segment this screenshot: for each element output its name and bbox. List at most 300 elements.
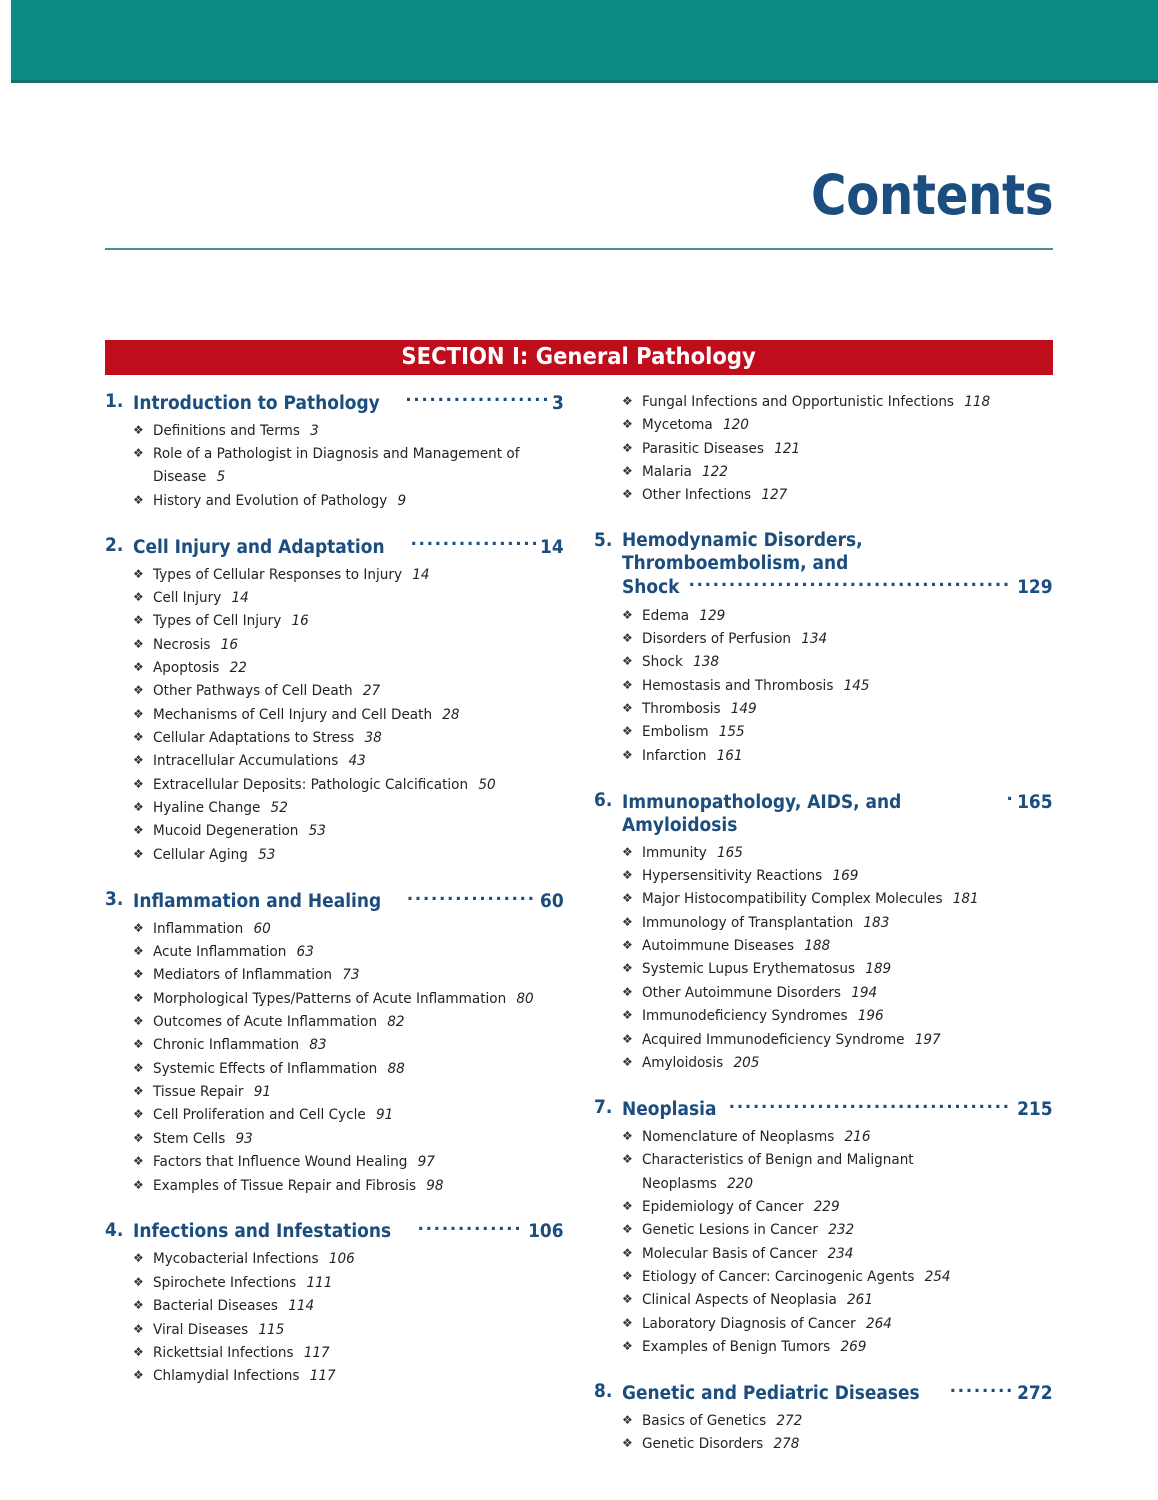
- toc-sub-entry[interactable]: [594, 650, 1053, 673]
- toc-sub-entry-label: Outcomes of Acute Inflammation 82: [153, 1013, 405, 1031]
- toc-sub-entry[interactable]: [594, 1312, 1053, 1335]
- toc-chapter-page: 272: [1017, 1382, 1053, 1404]
- toc-sub-entry-page: 189: [865, 960, 892, 978]
- toc-sub-entry-page: 155: [718, 723, 745, 741]
- toc-chapter: [105, 534, 564, 866]
- toc-sub-entry[interactable]: [105, 1247, 564, 1270]
- toc-sub-entry-label: Chronic Inflammation 83: [153, 1036, 327, 1054]
- toc-sub-entry-page: 183: [863, 913, 890, 931]
- toc-sub-entry[interactable]: [105, 1033, 564, 1056]
- toc-chapter-heading[interactable]: [105, 888, 564, 913]
- diamond-bullet-icon: ❖: [622, 1245, 633, 1260]
- diamond-bullet-icon: ❖: [622, 1128, 633, 1143]
- toc-sub-entry-label: Viral Diseases 115: [153, 1320, 285, 1338]
- toc-sub-entry-label: Mechanisms of Cell Injury and Cell Death 28: [153, 705, 460, 723]
- diamond-bullet-icon: ❖: [622, 487, 633, 502]
- toc-sub-entry[interactable]: [105, 1150, 564, 1173]
- toc-sub-entry-label: Intracellular Accumulations 43: [153, 752, 366, 770]
- toc-sub-entry-label: Definitions and Terms 3: [153, 421, 319, 439]
- toc-sub-entry-page: 53: [258, 845, 276, 863]
- toc-sub-entry-label: Nomenclature of Neoplasms 216: [642, 1127, 871, 1145]
- toc-sub-entry-label: Mycetoma 120: [642, 416, 749, 434]
- diamond-bullet-icon: ❖: [622, 1268, 633, 1283]
- toc-chapter-heading[interactable]: [105, 390, 564, 415]
- toc-sub-entry[interactable]: [105, 1341, 564, 1364]
- diamond-bullet-icon: ❖: [133, 846, 144, 861]
- toc-chapter: [594, 1380, 1053, 1455]
- toc-sub-entry-label: Parasitic Diseases 121: [642, 439, 801, 457]
- diamond-bullet-icon: ❖: [622, 417, 633, 432]
- diamond-bullet-icon: ❖: [622, 1031, 633, 1046]
- diamond-bullet-icon: ❖: [133, 967, 144, 982]
- toc-sub-entry-label: Examples of Tissue Repair and Fibrosis 98: [153, 1176, 444, 1194]
- diamond-bullet-icon: ❖: [622, 914, 633, 929]
- toc-sub-entry[interactable]: [594, 413, 1053, 436]
- toc-chapter: [105, 390, 564, 512]
- diamond-bullet-icon: ❖: [622, 394, 633, 408]
- toc-sub-entry-page: 232: [828, 1221, 855, 1239]
- toc-sub-entry-label: Etiology of Cancer: Carcinogenic Agents 254: [642, 1267, 951, 1285]
- toc-chapter-titleblock: [622, 1380, 1053, 1405]
- toc-sub-entry-page: 98: [426, 1176, 444, 1194]
- toc-sub-entry-label: Immunodeficiency Syndromes 196: [642, 1007, 884, 1025]
- toc-sub-entry[interactable]: [105, 1271, 564, 1294]
- toc-sub-entry-page: 134: [801, 629, 828, 647]
- toc-chapter-titleblock: [133, 534, 564, 559]
- toc-sub-entry[interactable]: [594, 1028, 1053, 1051]
- diamond-bullet-icon: ❖: [133, 1060, 144, 1075]
- toc-sub-entry[interactable]: [594, 1004, 1053, 1027]
- toc-sub-entry-page: 145: [843, 676, 870, 694]
- toc-sub-entry[interactable]: [594, 911, 1053, 934]
- toc-sub-entry[interactable]: [105, 987, 564, 1010]
- diamond-bullet-icon: ❖: [133, 800, 144, 815]
- toc-sub-entry[interactable]: [105, 963, 564, 986]
- toc-sub-entry[interactable]: [594, 864, 1053, 887]
- toc-sub-entry-page: 194: [851, 983, 878, 1001]
- diamond-bullet-icon: ❖: [133, 660, 144, 674]
- toc-sub-entry-label: Embolism 155: [642, 723, 745, 741]
- toc-sub-entry-page: 106: [328, 1250, 355, 1268]
- toc-chapter-number: 5.: [594, 529, 613, 551]
- toc-chapter-title-cont: Shock: [622, 577, 680, 599]
- toc-sub-entry[interactable]: [594, 1242, 1053, 1265]
- toc-chapter-titleblock: [133, 888, 564, 913]
- toc-sub-entry-page: 82: [387, 1013, 405, 1031]
- toc-sub-entry-page: 229: [813, 1197, 840, 1215]
- toc-sub-entry[interactable]: [105, 703, 564, 726]
- diamond-bullet-icon: ❖: [622, 1436, 633, 1451]
- toc-sub-entry[interactable]: [105, 940, 564, 963]
- toc-sub-entry[interactable]: [105, 563, 564, 586]
- toc-sub-entry-page: 121: [774, 439, 801, 457]
- toc-sub-entry-page: 272: [776, 1411, 803, 1429]
- toc-sub-entry-label: Other Infections 127: [642, 486, 788, 504]
- toc-sub-entry-label: Mucoid Degeneration 53: [153, 822, 326, 840]
- toc-chapter-number: 4.: [105, 1219, 124, 1241]
- toc-sub-entry-page: 14: [231, 588, 249, 606]
- toc-sub-entry-label: Cellular Aging 53: [153, 845, 276, 863]
- toc-sub-entry-page: 117: [309, 1367, 336, 1385]
- diamond-bullet-icon: ❖: [622, 464, 633, 479]
- toc-sub-entry[interactable]: [105, 1318, 564, 1341]
- toc-sub-entry[interactable]: [105, 819, 564, 842]
- toc-sub-entry[interactable]: [594, 934, 1053, 957]
- toc-sub-entry[interactable]: [105, 843, 564, 866]
- toc-sub-entry-page: 188: [804, 937, 831, 955]
- toc-columns: [105, 390, 1053, 1456]
- toc-sub-entry-page: 28: [442, 705, 460, 723]
- toc-chapter: [105, 888, 564, 1197]
- toc-sub-entry[interactable]: [594, 697, 1053, 720]
- page-title-wrap: [105, 163, 1053, 227]
- toc-sub-entry[interactable]: [594, 604, 1053, 627]
- toc-sub-entry-page: 129: [699, 606, 726, 624]
- toc-chapter-heading[interactable]: [594, 1096, 1053, 1121]
- toc-sub-entry-page: 117: [303, 1343, 330, 1361]
- toc-sub-entry-label: Tissue Repair 91: [153, 1083, 272, 1101]
- toc-sub-entry-page: 118: [964, 393, 991, 410]
- toc-sub-entry-label: Clinical Aspects of Neoplasia 261: [642, 1291, 873, 1309]
- toc-sub-entry[interactable]: [105, 773, 564, 796]
- diamond-bullet-icon: ❖: [133, 445, 144, 460]
- toc-sub-entry-page: 53: [308, 822, 326, 840]
- toc-sub-entry-page: 115: [258, 1320, 285, 1338]
- diamond-bullet-icon: ❖: [133, 1177, 144, 1192]
- toc-chapter-title: Inflammation and Healing: [133, 890, 382, 912]
- toc-sub-entry-label: Rickettsial Infections 117: [153, 1343, 330, 1361]
- diamond-bullet-icon: ❖: [622, 607, 633, 622]
- toc-sub-entry[interactable]: [105, 489, 564, 512]
- diamond-bullet-icon: ❖: [133, 1107, 144, 1122]
- diamond-bullet-icon: ❖: [622, 747, 633, 762]
- toc-sub-entry-label: Cell Injury 14: [153, 588, 249, 606]
- diamond-bullet-icon: ❖: [133, 706, 144, 721]
- toc-sub-entry-label: Apoptosis 22: [153, 659, 247, 676]
- toc-sub-entry[interactable]: [105, 679, 564, 702]
- diamond-bullet-icon: ❖: [622, 891, 633, 906]
- toc-chapter-titleblock: [622, 529, 1053, 600]
- toc-sub-entry-label: Systemic Lupus Erythematosus 189: [642, 960, 892, 978]
- toc-sub-entry-page: 261: [847, 1291, 873, 1309]
- toc-sub-entry[interactable]: [105, 1057, 564, 1080]
- diamond-bullet-icon: ❖: [133, 1037, 144, 1052]
- toc-chapter-number: 7.: [594, 1097, 613, 1119]
- toc-sub-entry[interactable]: [594, 1409, 1053, 1432]
- toc-sub-entry-label: Infarction 161: [642, 746, 743, 764]
- diamond-bullet-icon: ❖: [133, 1344, 144, 1359]
- toc-sub-entry[interactable]: [594, 1195, 1053, 1218]
- diamond-bullet-icon: ❖: [622, 1054, 633, 1069]
- toc-sub-entry-page: 27: [362, 682, 381, 700]
- toc-sub-entry-label: Chlamydial Infections 117: [153, 1367, 336, 1385]
- toc-sub-entry-label: Spirochete Infections 111: [153, 1273, 333, 1291]
- toc-sub-entry-page: 83: [309, 1036, 327, 1054]
- toc-sub-entry[interactable]: [594, 720, 1053, 743]
- toc-sub-entry-label: Inflammation 60: [153, 919, 271, 937]
- diamond-bullet-icon: ❖: [133, 730, 144, 745]
- toc-chapter-titleblock: [133, 390, 564, 415]
- toc-sub-entry-page: 234: [827, 1244, 854, 1262]
- toc-sub-entry-label: Epidemiology of Cancer 229: [642, 1197, 840, 1215]
- diamond-bullet-icon: ❖: [133, 1084, 144, 1099]
- toc-chapter-heading[interactable]: [594, 1380, 1053, 1405]
- toc-sub-entry-page: 278: [773, 1435, 800, 1453]
- toc-sub-entry-page: 138: [693, 653, 719, 671]
- toc-sub-entry[interactable]: [105, 796, 564, 819]
- diamond-bullet-icon: ❖: [622, 984, 633, 999]
- toc-sub-entry[interactable]: [105, 1127, 564, 1150]
- diamond-bullet-icon: ❖: [622, 724, 633, 739]
- toc-chapter: [594, 529, 1053, 767]
- toc-sub-entry[interactable]: [105, 1364, 564, 1387]
- diamond-bullet-icon: ❖: [622, 654, 633, 669]
- toc-sub-entry-page: 60: [253, 919, 271, 937]
- toc-sub-entry[interactable]: [594, 981, 1053, 1004]
- toc-sub-entry-page: 169: [832, 867, 859, 885]
- toc-sub-entry-page: 43: [348, 752, 366, 770]
- diamond-bullet-icon: ❖: [133, 753, 144, 768]
- toc-sub-entry-label: Hyaline Change 52: [153, 799, 288, 817]
- toc-sub-entry-label: Molecular Basis of Cancer 234: [642, 1244, 854, 1262]
- toc-chapter-heading[interactable]: [105, 1219, 564, 1244]
- toc-sub-entry-page: 22: [229, 659, 247, 676]
- toc-sub-entry[interactable]: [105, 442, 564, 489]
- toc-chapter-title: Hemodynamic Disorders, Thromboembolism, and: [622, 529, 863, 574]
- toc-sub-entry-label: Other Pathways of Cell Death 27: [153, 682, 381, 700]
- toc-sub-entry[interactable]: [594, 437, 1053, 460]
- toc-chapter-number: 2.: [105, 535, 124, 556]
- toc-sub-entry-page: 5: [216, 468, 226, 486]
- dot-leader: [950, 1380, 1013, 1399]
- toc-sub-entry[interactable]: [594, 1432, 1053, 1455]
- dot-leader: [729, 1096, 1013, 1115]
- toc-sub-entry[interactable]: [594, 1288, 1053, 1311]
- toc-sub-entry-page: 73: [342, 966, 360, 984]
- diamond-bullet-icon: ❖: [622, 1292, 633, 1307]
- toc-sub-entry-label: Autoimmune Diseases 188: [642, 937, 831, 955]
- toc-chapter: [594, 789, 1053, 1074]
- toc-sub-entry-label: Fungal Infections and Opportunistic Infections 118: [642, 393, 991, 410]
- toc-sub-entry-label: Laboratory Diagnosis of Cancer 264: [642, 1314, 892, 1332]
- toc-sub-entry[interactable]: [105, 1174, 564, 1197]
- diamond-bullet-icon: ❖: [622, 1008, 633, 1023]
- toc-sub-entry-page: 14: [412, 565, 430, 583]
- toc-sub-entry-label: Mycobacterial Infections 106: [153, 1250, 355, 1268]
- toc-sub-entry[interactable]: [594, 1148, 1053, 1195]
- toc-sub-entry-label: Acute Inflammation 63: [153, 943, 314, 961]
- toc-sub-entry[interactable]: [105, 1294, 564, 1317]
- toc-sub-entry-page: 205: [733, 1053, 760, 1071]
- toc-sub-entry[interactable]: [105, 656, 564, 679]
- toc-sub-entry[interactable]: [105, 726, 564, 749]
- toc-sub-entry[interactable]: [105, 419, 564, 442]
- toc-sub-entry[interactable]: [594, 957, 1053, 980]
- toc-sub-entry-page: 91: [253, 1083, 272, 1101]
- toc-sub-entry-label: Major Histocompatibility Complex Molecules 181: [642, 890, 979, 908]
- toc-sub-entry-label: Mediators of Inflammation 73: [153, 966, 360, 984]
- toc-sub-entry-page: 181: [952, 890, 979, 908]
- dot-leader: [1006, 789, 1012, 808]
- toc-sub-entry-label: Hypersensitivity Reactions 169: [642, 867, 859, 885]
- toc-sub-entry-label: Stem Cells 93: [153, 1129, 253, 1147]
- toc-sub-entry[interactable]: [594, 627, 1053, 650]
- toc-chapter-heading[interactable]: [594, 789, 1053, 837]
- dot-leader: [407, 888, 537, 907]
- diamond-bullet-icon: ❖: [133, 566, 144, 581]
- toc-chapter-title: Neoplasia: [622, 1098, 717, 1120]
- diamond-bullet-icon: ❖: [133, 422, 144, 437]
- toc-column-2: [594, 390, 1053, 1456]
- toc-sub-entry[interactable]: [594, 841, 1053, 864]
- toc-sub-entry[interactable]: [594, 1218, 1053, 1241]
- toc-sub-entry-label: Genetic Disorders 278: [642, 1435, 800, 1453]
- toc-chapter-title: Cell Injury and Adaptation: [133, 536, 385, 558]
- diamond-bullet-icon: ❖: [133, 944, 144, 959]
- toc-column-1: [105, 390, 564, 1456]
- toc-sub-entry[interactable]: [105, 749, 564, 772]
- diamond-bullet-icon: ❖: [133, 1014, 144, 1029]
- dot-leader: [405, 390, 549, 409]
- diamond-bullet-icon: ❖: [622, 1198, 633, 1213]
- diamond-bullet-icon: ❖: [133, 1368, 144, 1383]
- toc-chapter-page: 3: [552, 392, 564, 414]
- toc-sub-entry-label: Cell Proliferation and Cell Cycle 91: [153, 1106, 394, 1124]
- diamond-bullet-icon: ❖: [622, 868, 633, 883]
- header-teal-band: [11, 0, 1158, 82]
- toc-chapter-title: Immunopathology, AIDS, and Amyloidosis: [622, 791, 902, 836]
- diamond-bullet-icon: ❖: [133, 1298, 144, 1313]
- toc-sub-list: [594, 604, 1053, 767]
- toc-sub-entry-label: Types of Cellular Responses to Injury 14: [153, 565, 430, 583]
- toc-chapter-page: 129: [1017, 577, 1053, 599]
- toc-sub-entry[interactable]: [594, 483, 1053, 506]
- diamond-bullet-icon: ❖: [133, 1154, 144, 1169]
- toc-chapter-title: Introduction to Pathology: [133, 392, 380, 414]
- toc-sub-list: [594, 1125, 1053, 1358]
- diamond-bullet-icon: ❖: [622, 1152, 633, 1167]
- diamond-bullet-icon: ❖: [133, 920, 144, 935]
- toc-sub-entry[interactable]: [594, 390, 1053, 413]
- toc-sub-entry-label: Immunology of Transplantation 183: [642, 913, 890, 931]
- toc-sub-entry-label: Examples of Benign Tumors 269: [642, 1337, 867, 1355]
- toc-sub-entry-page: 196: [857, 1007, 884, 1025]
- toc-chapter-titleblock: [622, 789, 1053, 837]
- toc-sub-entry-page: 220: [727, 1174, 754, 1192]
- diamond-bullet-icon: ❖: [622, 677, 633, 692]
- diamond-bullet-icon: ❖: [622, 700, 633, 715]
- diamond-bullet-icon: ❖: [622, 1338, 633, 1353]
- toc-sub-entry-label: Basics of Genetics 272: [642, 1411, 803, 1429]
- toc-sub-entry-label: Types of Cell Injury 16: [153, 612, 309, 630]
- toc-sub-entry-label: Amyloidosis 205: [642, 1053, 760, 1071]
- dot-leader: [418, 1219, 524, 1238]
- toc-sub-list: [105, 1247, 564, 1387]
- diamond-bullet-icon: ❖: [622, 630, 633, 645]
- toc-sub-entry-page: 165: [717, 843, 743, 861]
- toc-chapter-heading[interactable]: [105, 534, 564, 559]
- diamond-bullet-icon: ❖: [133, 990, 144, 1005]
- toc-sub-entry-page: 114: [288, 1297, 315, 1315]
- toc-sub-entry-page: 16: [220, 635, 238, 653]
- toc-sub-entry-label: Disorders of Perfusion 134: [642, 629, 828, 647]
- toc-sub-entry[interactable]: [105, 609, 564, 632]
- diamond-bullet-icon: ❖: [133, 613, 144, 628]
- diamond-bullet-icon: ❖: [133, 1130, 144, 1145]
- toc-sub-entry-page: 197: [914, 1030, 941, 1048]
- title-underline-rule: [105, 248, 1053, 250]
- toc-chapter-page: 60: [540, 890, 564, 912]
- toc-sub-entry[interactable]: [594, 1051, 1053, 1074]
- toc-sub-entry-label: Genetic Lesions in Cancer 232: [642, 1221, 855, 1239]
- toc-sub-entry[interactable]: [594, 887, 1053, 910]
- diamond-bullet-icon: ❖: [133, 683, 144, 698]
- toc-sub-entry[interactable]: [105, 917, 564, 940]
- toc-sub-entry-page: 97: [417, 1153, 435, 1171]
- toc-sub-entry-page: 149: [730, 699, 757, 717]
- toc-sub-entry-label: Role of a Pathologist in Diagnosis and Management of Disease 5: [153, 444, 520, 486]
- toc-sub-entry-page: 269: [840, 1337, 867, 1355]
- toc-sub-entry[interactable]: [105, 586, 564, 609]
- toc-chapter-page: 215: [1017, 1098, 1053, 1120]
- toc-chapter-number: 3.: [105, 889, 124, 911]
- toc-chapter-titleblock: [622, 1096, 1053, 1121]
- toc-sub-entry-page: 38: [364, 729, 382, 747]
- toc-sub-entry-page: 111: [306, 1273, 333, 1291]
- toc-sub-entry-page: 264: [865, 1314, 892, 1332]
- toc-sub-list: [594, 841, 1053, 1074]
- toc-chapter-title-line2: [622, 575, 1053, 600]
- diamond-bullet-icon: ❖: [622, 1412, 633, 1427]
- toc-chapter-heading[interactable]: [594, 529, 1053, 600]
- toc-sub-entry-page: 91: [375, 1106, 394, 1124]
- toc-sub-entry[interactable]: [105, 633, 564, 656]
- toc-sub-entry-label: Bacterial Diseases 114: [153, 1297, 315, 1315]
- toc-sub-entry[interactable]: [105, 1010, 564, 1033]
- toc-sub-entry[interactable]: [594, 1125, 1053, 1148]
- toc-sub-entry-page: 161: [716, 746, 743, 764]
- toc-sub-entry-page: 3: [310, 421, 319, 439]
- toc-sub-entry[interactable]: [594, 1335, 1053, 1358]
- toc-sub-list: [105, 917, 564, 1197]
- toc-sub-entry[interactable]: [594, 744, 1053, 767]
- toc-sub-entry-page: 80: [516, 989, 534, 1007]
- toc-sub-list: [105, 419, 564, 512]
- toc-sub-entry[interactable]: [105, 1103, 564, 1126]
- diamond-bullet-icon: ❖: [133, 492, 144, 507]
- dot-leader: [410, 534, 536, 553]
- toc-sub-entry[interactable]: [594, 1265, 1053, 1288]
- dot-leader: [688, 575, 1012, 594]
- toc-chapter-number: 8.: [594, 1381, 613, 1403]
- toc-sub-entry[interactable]: [594, 460, 1053, 483]
- toc-chapter-number: 1.: [105, 391, 124, 412]
- toc-sub-entry-page: 50: [478, 775, 496, 793]
- diamond-bullet-icon: ❖: [622, 440, 633, 455]
- diamond-bullet-icon: ❖: [133, 823, 144, 838]
- toc-sub-list: [105, 563, 564, 866]
- toc-sub-entry-page: 52: [270, 799, 288, 817]
- toc-sub-entry-page: 127: [761, 486, 788, 504]
- toc-sub-entry-label: Thrombosis 149: [642, 699, 757, 717]
- toc-chapter-title: Genetic and Pediatric Diseases: [622, 1382, 920, 1404]
- toc-sub-entry-label: Morphological Types/Patterns of Acute Inflammation 80: [153, 989, 534, 1007]
- toc-sub-entry-label: Cellular Adaptations to Stress 38: [153, 729, 382, 747]
- toc-chapter: [594, 1096, 1053, 1358]
- toc-sub-entry-label: Hemostasis and Thrombosis 145: [642, 676, 870, 694]
- toc-sub-entry[interactable]: [105, 1080, 564, 1103]
- toc-sub-entry[interactable]: [594, 674, 1053, 697]
